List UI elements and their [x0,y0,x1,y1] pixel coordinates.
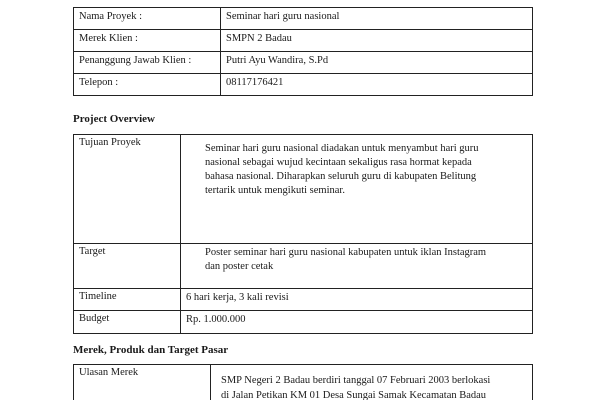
project-info-table [73,7,533,96]
brand-section-heading: Merek, Produk dan Target Pasar [73,344,229,356]
goal-line: Seminar hari guru nasional diadakan untuk menyambut hari guru [205,143,479,154]
brand-review-text [211,365,533,400]
target-line: Poster seminar hari guru nasional kabupaten untuk iklan Instagram [205,247,487,258]
target-description [181,244,533,289]
info-row-client-pic [74,52,533,74]
phone-value: 08117176421 [221,74,533,96]
client-pic-value: Putri Ayu Wandira, S.Pd [221,52,533,74]
goal-line: nasional sebagai wujud kecintaan sekaligus rasa hormat kepada [205,157,472,168]
target-line: dan poster cetak [205,261,274,272]
client-brand-label: Merek Klien : [74,30,221,52]
budget-label: Budget [74,311,181,334]
project-overview-table [73,134,533,334]
project-overview-heading: Project Overview [73,113,155,125]
client-brand-value: SMPN 2 Badau [221,30,533,52]
goal-label: Tujuan Proyek [74,135,181,244]
brand-table [73,364,533,400]
goal-line: bahasa nasional. Diharapkan seluruh guru di kabupaten Belitung [205,171,477,182]
goal-line: tertarik untuk mengikuti seminar. [205,185,345,196]
info-row-project-name [74,8,533,30]
phone-label: Telepon : [74,74,221,96]
brand-review-line: SMP Negeri 2 Badau berdiri tanggal 07 Februari 2003 berlokasi [221,375,491,386]
timeline-value: 6 hari kerja, 3 kali revisi [181,289,533,311]
project-name-label: Nama Proyek : [74,8,221,30]
client-pic-label: Penanggung Jawab Klien : [74,52,221,74]
project-name-value: Seminar hari guru nasional [221,8,533,30]
brand-row-review [74,365,533,400]
info-row-client-brand [74,30,533,52]
overview-row-goal [74,135,533,244]
overview-row-target [74,244,533,289]
brand-review-line: di Jalan Petikan KM 01 Desa Sungai Samak Kecamatan Badau [221,390,487,400]
overview-row-budget [74,311,533,334]
info-row-phone [74,74,533,96]
target-label: Target [74,244,181,289]
brand-review-label: Ulasan Merek [74,365,211,400]
budget-value: Rp. 1.000.000 [181,311,533,334]
overview-row-timeline [74,289,533,311]
goal-description [181,135,533,244]
timeline-label: Timeline [74,289,181,311]
